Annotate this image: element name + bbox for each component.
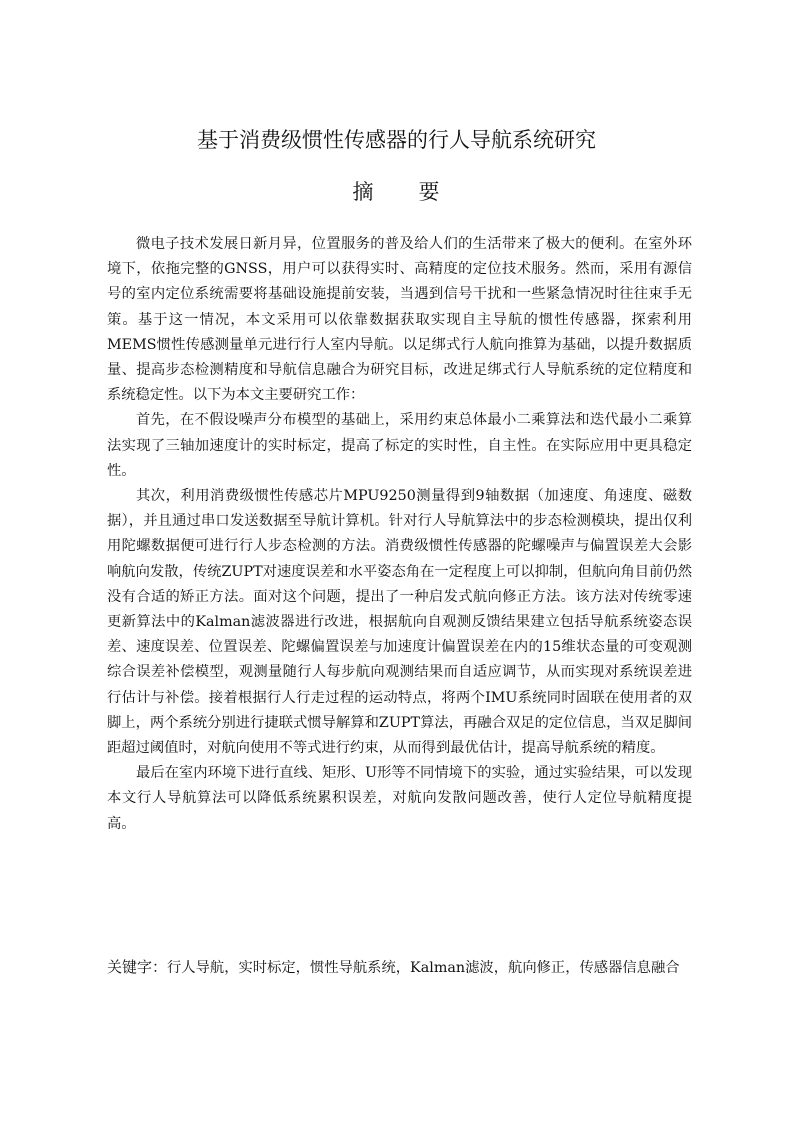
- abstract-paragraph-4: 最后在室内环境下进行直线、矩形、U形等不同情境下的实验，通过实验结果，可以发现本文行人导航算法可以降低系统累积误差，对航向发散问题改善，使行人定位导航精度提高。: [107, 765, 692, 832]
- abstract-paragraph-1: 微电子技术发展日新月异，位置服务的普及给人们的生活带来了极大的便利。在室外环境下，依拖完整的GNSS，用户可以获得实时、高精度的定位技术服务。然而，采用有源信号的室内定位系统需要将基础设施提前安装，当遇到信号干扰和一些紧急情况时往往束手无策。基于这一情况，本文采用可以依靠数据获取实现自主导航的惯性传感器，探索利用MEMS惯性传感测量单元进行行人室内导航。以足绑式行人航向推算为基础，以提升数据质量、提高步态检测精度和导航信息融合为研究目标，改进足绑式行人导航系统的定位精度和系统稳定性。以下为本文主要研究工作：: [107, 236, 692, 404]
- abstract-paragraph-2: 首先，在不假设噪声分布模型的基础上，采用约束总体最小二乘算法和迭代最小二乘算法实现了三轴加速度计的实时标定，提高了标定的实时性，自主性。在实际应用中更具稳定性。: [107, 412, 692, 479]
- keywords-line: [107, 955, 692, 981]
- paper-title: 基于消费级惯性传感器的行人导航系统研究: [197, 128, 596, 152]
- abstract-paragraph-3: 其次，利用消费级惯性传感芯片MPU9250测量得到9轴数据（加速度、角速度、磁数据），并且通过串口发送数据至导航计算机。针对行人导航算法中的步态检测模块，提出仅利用陀螺数据便可进行行人步态检测的方法。消费级惯性传感器的陀螺噪声与偏置误差大会影响航向发散，传统ZUPT对速度误差和水平姿态角在一定程度上可以抑制，但航向角目前仍然没有合适的矫正方法。面对这个问题，提出了一种启发式航向修正方法。该方法对传统零速更新算法中的Kalman滤波器进行改进，根据航向自观测反馈结果建立包括导航系统姿态误差、速度误差、位置误差、陀螺偏置误差与加速度计偏置误差在内的15维状态量的可变观测综合误差补偿模型，观测量随行人每步航向观测结果而自适应调节，从而实现对系统误差进行估计与补偿。接着根据行人行走过程的运动特点，将两个IMU系统同时固联在使用者的双脚上，两个系统分别进行捷联式惯导解算和ZUPT算法，再融合双足的定位信息，当双足脚间距超过阈值时，对航向使用不等式进行约束，从而得到最优估计，提高导航系统的精度。: [107, 488, 692, 757]
- keywords-text: 行人导航，实时标定，惯性导航系统，Kalman滤波，航向修正，传感器信息融合: [167, 960, 680, 976]
- abstract-heading: 摘 要: [352, 180, 441, 204]
- keywords-label: 关键字：: [107, 958, 168, 976]
- abstract-body: [107, 232, 692, 837]
